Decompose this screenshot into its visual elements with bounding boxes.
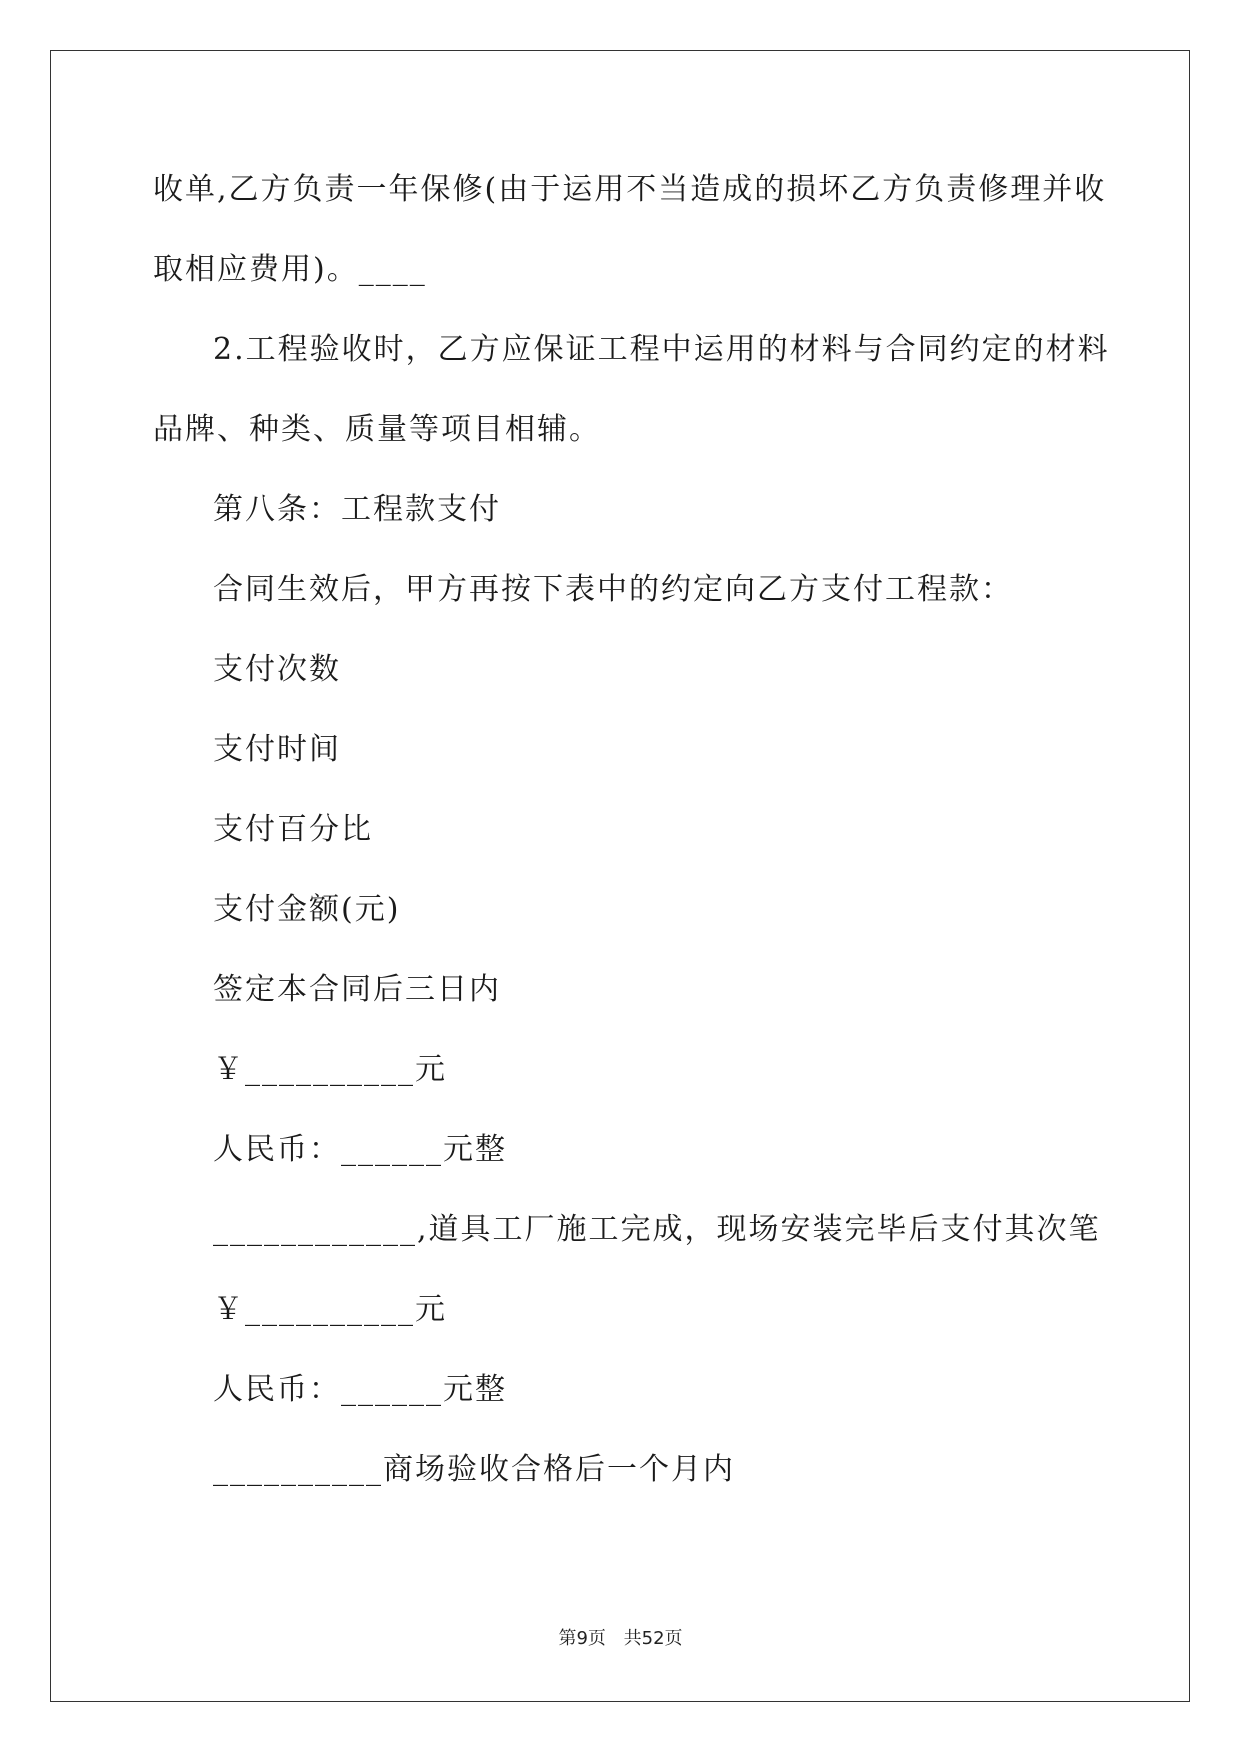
page-number: 第9页 (558, 1628, 606, 1649)
table-cell: 人民币：______元整 (213, 1132, 507, 1167)
paragraph-line: 取相应费用)。____ (153, 252, 427, 287)
page-total: 共52页 (623, 1628, 683, 1649)
paragraph-line: 品牌、种类、质量等项目相辅。 (153, 412, 601, 447)
section-heading: 第八条：工程款支付 (213, 492, 501, 527)
table-header-cell: 支付次数 (213, 652, 341, 687)
table-cell: 签定本合同后三日内 (213, 972, 501, 1007)
table-header-cell: 支付时间 (213, 732, 341, 767)
paragraph-line: 合同生效后，甲方再按下表中的约定向乙方支付工程款： (213, 572, 1013, 607)
table-header-cell: 支付金额(元) (213, 892, 401, 927)
page-footer (0, 1624, 1241, 1650)
table-cell: ￥__________元 (213, 1052, 447, 1087)
table-cell: ____________,道具工厂施工完成，现场安装完毕后支付其次笔 (213, 1212, 1101, 1247)
paragraph-line: 2.工程验收时，乙方应保证工程中运用的材料与合同约定的材料 (213, 332, 1110, 367)
table-cell: __________商场验收合格后一个月内 (213, 1452, 735, 1487)
table-cell: ￥__________元 (213, 1292, 447, 1327)
table-header-cell: 支付百分比 (213, 812, 373, 847)
paragraph-line: 收单,乙方负责一年保修(由于运用不当造成的损坏乙方负责修理并收 (153, 172, 1107, 207)
table-cell: 人民币：______元整 (213, 1372, 507, 1407)
